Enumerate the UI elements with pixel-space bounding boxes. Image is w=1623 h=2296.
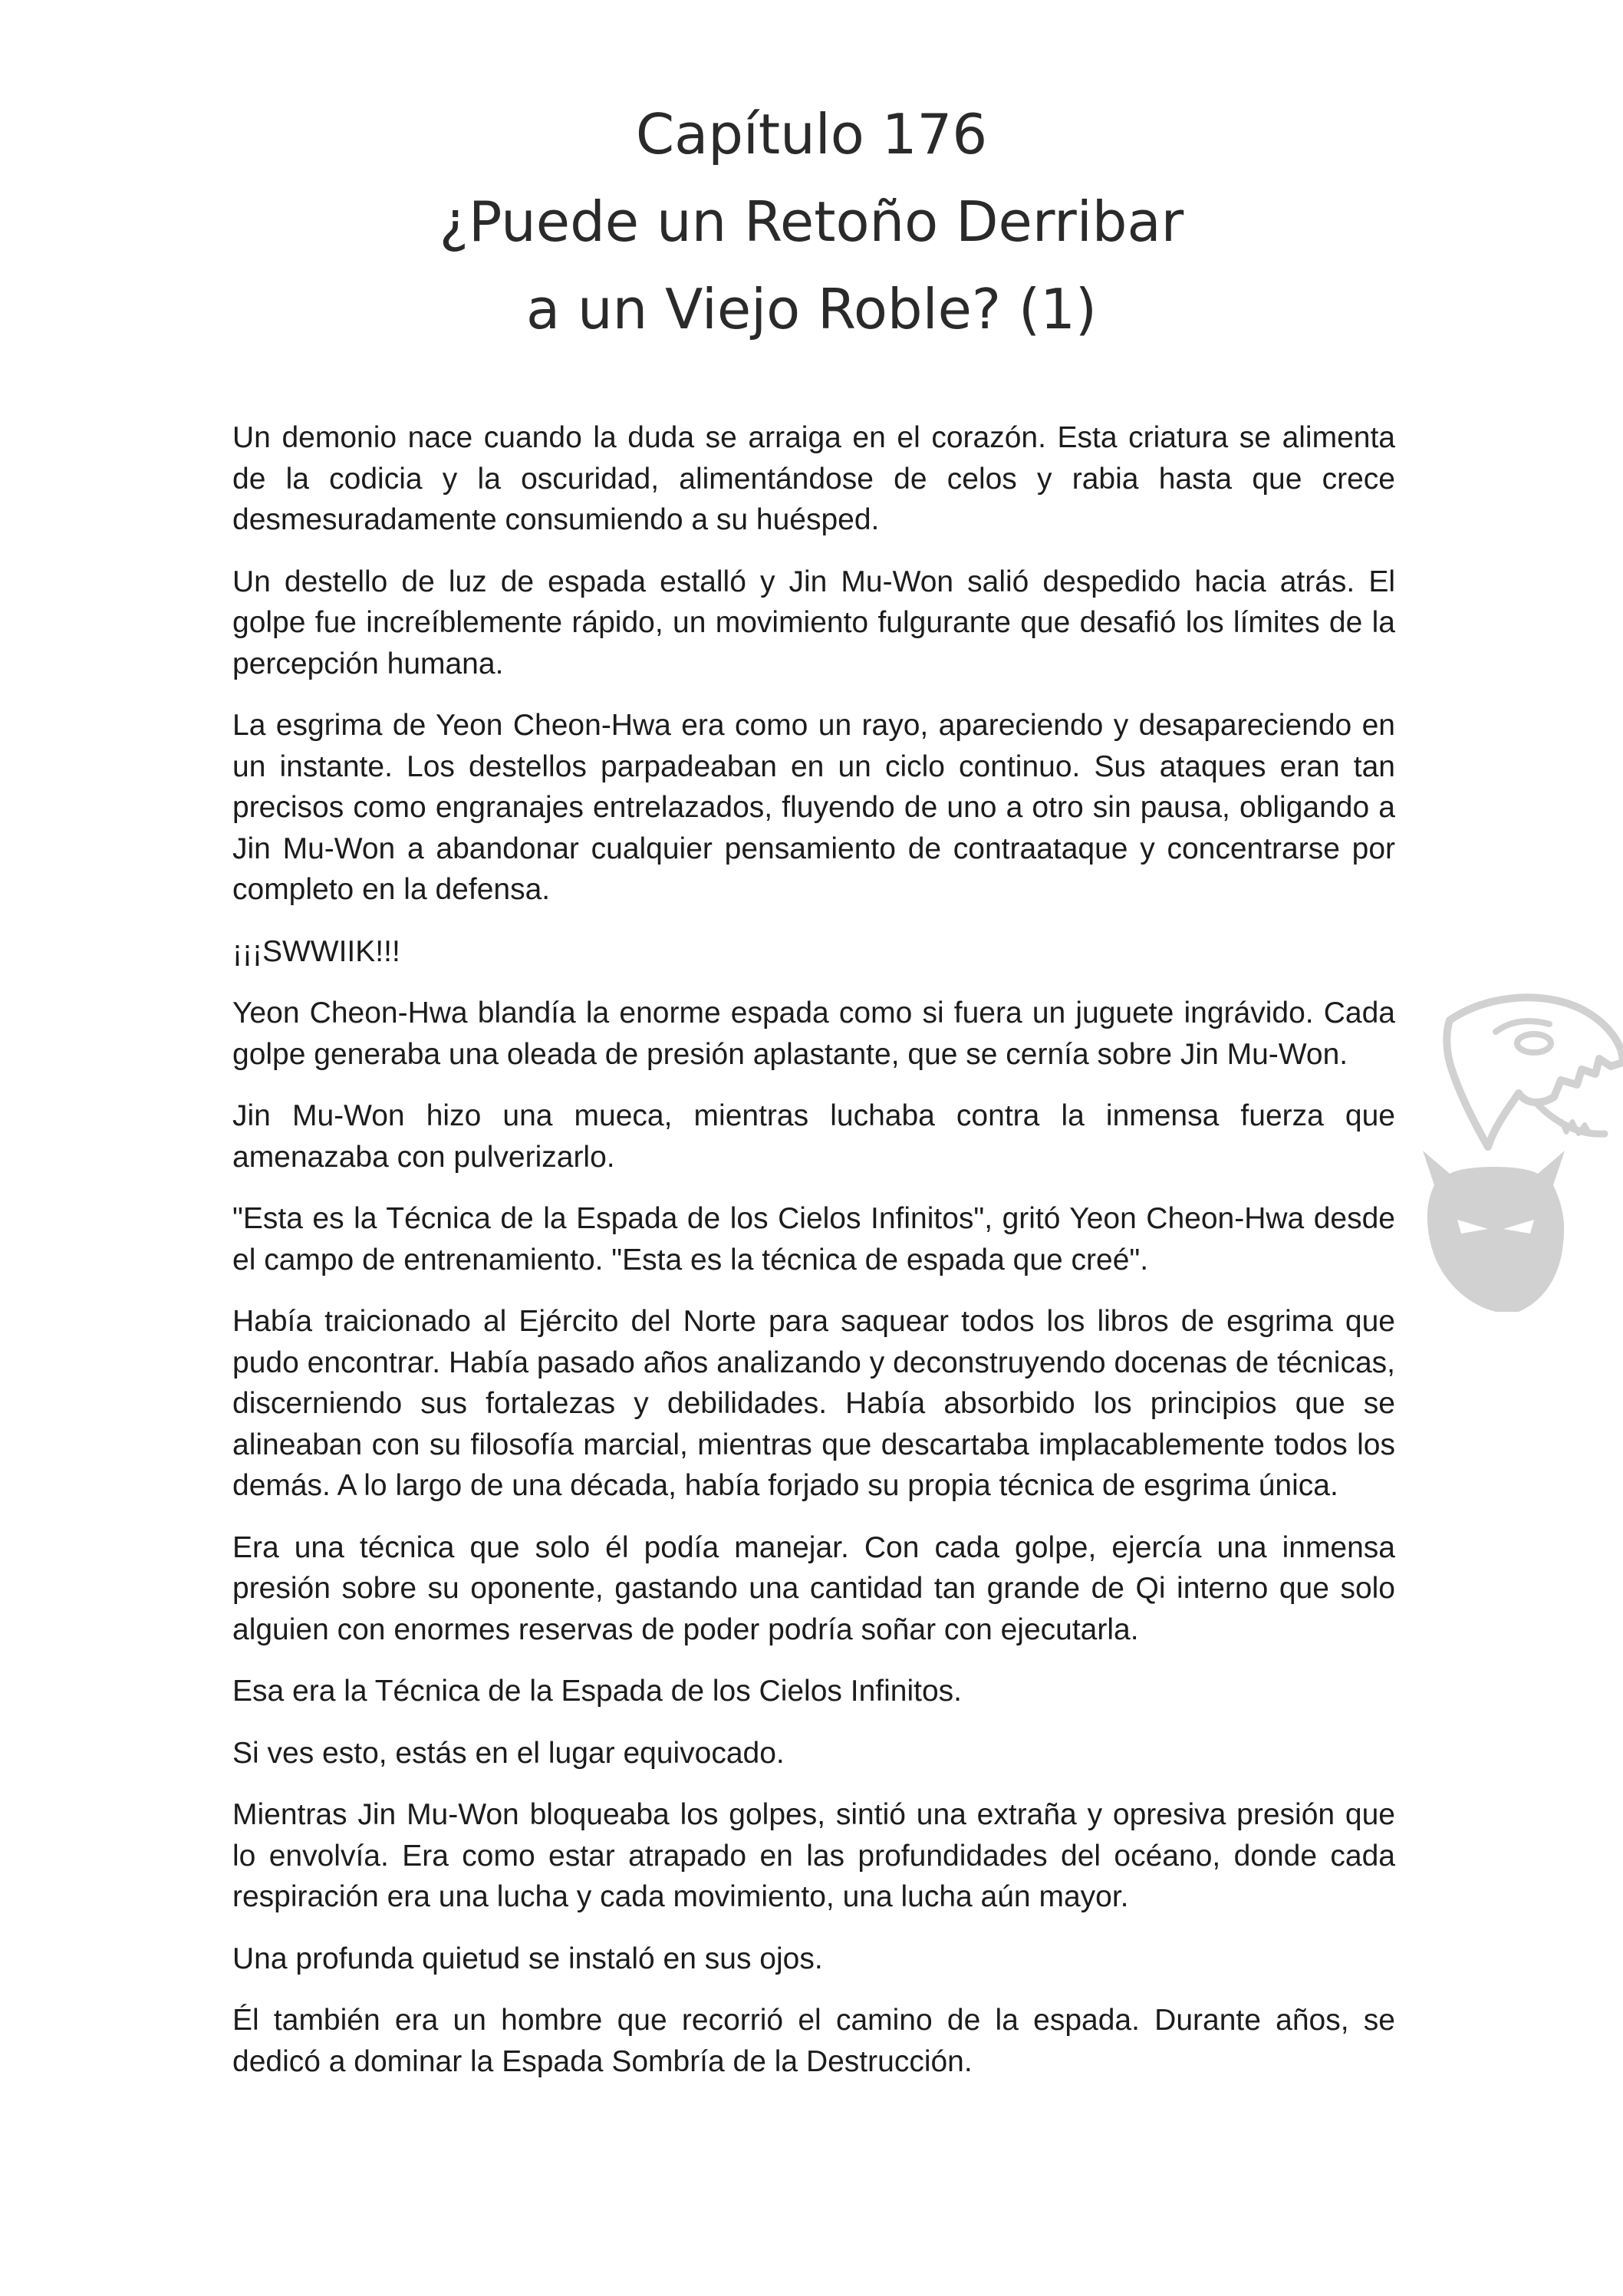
paragraph: Había traicionado al Ejército del Norte para saquear todos los libros de esgrima que pudo encontrar. Había pasado años analizando y deconstruyendo docenas de técnicas, discerniendo sus fortalezas y debilidades. Había absorbido los principios que se alineaban con su filosofía marcial, mientras que descartaba implacablemente todos los demás. A lo largo de una década, había forjado su propia técnica de esgrima única. [232,1305,1395,1502]
paragraph: ¡¡¡SWWIIK!!! [232,934,400,968]
paragraph: Él también era un hombre que recorrió el camino de la espada. Durante años, se dedicó a dominar la Espada Sombría de la Destrucción. [232,2004,1395,2078]
dinosaur-demon-logo-icon [1404,990,1623,1312]
paragraph: Jin Mu-Won hizo una mueca, mientras luchaba contra la inmensa fuerza que amenazaba con pulverizarlo. [232,1099,1395,1174]
paragraph: Una profunda quietud se instaló en sus ojos. [232,1942,823,1975]
paragraph: Un demonio nace cuando la duda se arraiga en el corazón. Esta criatura se alimenta de la codicia y la oscuridad, alimentándose de celos y rabia hasta que crece desmesuradamente consumiendo a su huésped. [232,421,1395,536]
paragraph: Si ves esto, estás en el lugar equivocado. [232,1736,785,1770]
chapter-title-line-2: a un Viejo Roble? (1) [525,277,1097,341]
paragraph: Un destello de luz de espada estalló y Jin Mu-Won salió despedido hacia atrás. El golpe fue increíblemente rápido, un movimiento fulgurante que desafió los límites de la percepción humana. [232,565,1395,680]
chapter-title-line-1: ¿Puede un Retoño Derribar [439,189,1184,254]
chapter-number: Capítulo 176 [635,102,988,166]
paragraph: Era una técnica que solo él podía manejar. Con cada golpe, ejercía una inmensa presión sobre su oponente, gastando una cantidad tan grande de Qi interno que solo alguien con enormes reservas de poder podría soñar con ejecutarla. [232,1530,1395,1646]
paragraph: Esa era la Técnica de la Espada de los Cielos Infinitos. [232,1675,962,1708]
paragraph: Mientras Jin Mu-Won bloqueaba los golpes, sintió una extraña y opresiva presión que lo envolvía. Era como estar atrapado en las profundidades del océano, donde cada respiración era una lucha y cada movimiento, una lucha aún mayor. [232,1798,1395,1913]
chapter-body [232,417,1395,2103]
paragraph: "Esta es la Técnica de la Espada de los Cielos Infinitos", gritó Yeon Cheon-Hwa desde el campo de entrenamiento. "Esta es la técnica de espada que creé". [232,1202,1395,1276]
chapter-title [0,91,1623,353]
paragraph: La esgrima de Yeon Cheon-Hwa era como un rayo, apareciendo y desapareciendo en un instante. Los destellos parpadeaban en un ciclo continuo. Sus ataques eran tan precisos como engranajes entrelazados, fluyendo de uno a otro sin pausa, obligando a Jin Mu-Won a abandonar cualquier pensamiento de contraataque y concentrarse por completo en la defensa. [232,709,1395,906]
paragraph: Yeon Cheon-Hwa blandía la enorme espada como si fuera un juguete ingrávido. Cada golpe generaba una oleada de presión aplastante, que se cernía sobre Jin Mu-Won. [232,996,1395,1071]
